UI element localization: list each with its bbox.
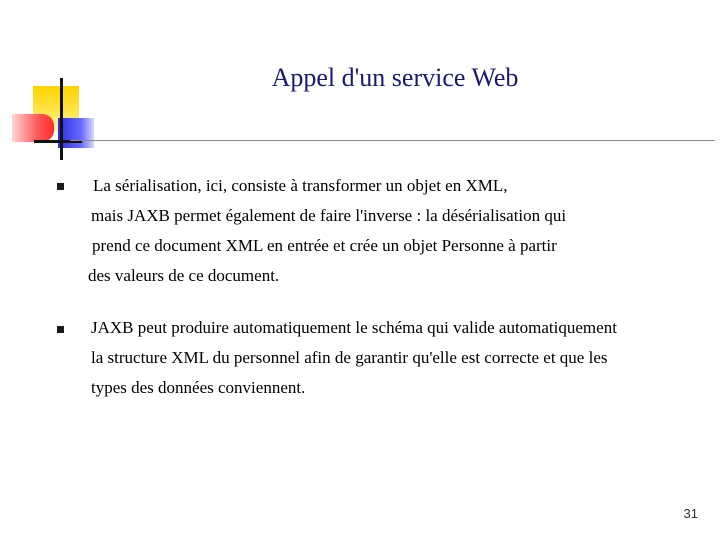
bullet-square-icon xyxy=(57,183,64,190)
bullet-line: des valeurs de ce document. xyxy=(88,266,280,285)
logo-red-square xyxy=(12,114,54,142)
bullet-line: mais JAXB permet également de faire l'inverse : la désérialisation qui xyxy=(91,206,567,225)
bullet-line: la structure XML du personnel afin de garantir qu'elle est correcte et que les xyxy=(91,348,608,367)
title-divider xyxy=(70,140,715,141)
bullet-line: JAXB peut produire automatiquement le schéma qui valide automatiquement xyxy=(91,318,617,337)
decorative-logo-icon xyxy=(0,0,110,170)
bullet-line: prend ce document XML en entrée et crée un objet Personne à partir xyxy=(92,236,557,255)
bullet-item xyxy=(88,171,566,291)
page-number: 31 xyxy=(683,506,698,521)
bullet-line: types des données conviennent. xyxy=(91,378,306,397)
bullet-square-icon xyxy=(57,326,64,333)
logo-blue-square xyxy=(58,118,94,148)
logo-vertical-line xyxy=(60,78,63,160)
bullet-item xyxy=(91,313,617,403)
bullet-line: La sérialisation, ici, consiste à transformer un objet en XML, xyxy=(93,176,508,195)
slide-title: Appel d'un service Web xyxy=(271,63,519,92)
